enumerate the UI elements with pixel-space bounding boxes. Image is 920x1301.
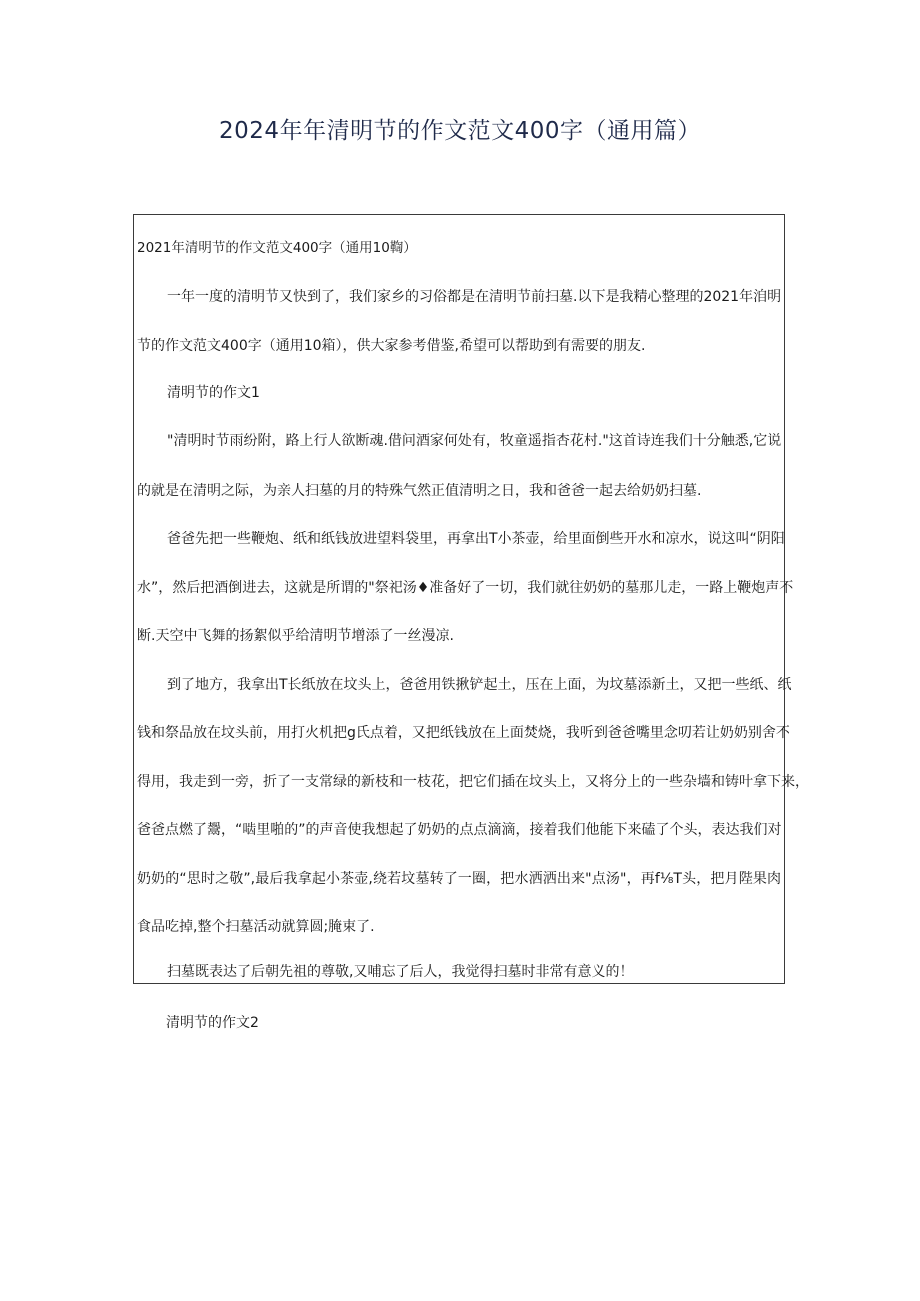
- paragraph3-line: 钱和祭品放在坟头前，用打火机把g氏点着，又把纸钱放在上面焚烧，我听到爸爸嘴里念叨若让奶奶别舍不: [137, 725, 790, 741]
- paragraph3-line: 食品吃掉,整个扫墓活动就算圆;腌束了.: [137, 919, 375, 935]
- essay1-heading: 清明节的作文1: [167, 385, 260, 401]
- paragraph4-line: 扫墓既表达了后朝先祖的尊敬,又哺忘了后人，我觉得扫墓时非常有意义的！: [167, 964, 634, 980]
- paragraph3-line: 到了地方，我拿出T长纸放在坟头上，爸爸用铁揪铲起土，压在上面，为坟墓添新土，又把一些纸、纸: [167, 677, 792, 693]
- paragraph1-line: 的就是在清明之际，为亲人扫墓的月的特殊气然正值清明之日，我和爸爸一起去给奶奶扫墓.: [137, 483, 702, 499]
- essay2-heading: 清明节的作文2: [166, 1015, 259, 1031]
- paragraph3-line: 得用，我走到一旁，折了一支常绿的新枝和一枝花，把它们插在坟头上，又将分上的一些杂墙和铸叶拿下来，: [137, 774, 809, 790]
- paragraph3-line: 爸爸点燃了鬶，“啮里啪的”的声音使我想起了奶奶的点点滴滴，接着我们他能下来磕了个头，表达我们对: [137, 822, 782, 838]
- document-title: 2024年年清明节的作文范文400字（通用篇）: [219, 118, 701, 144]
- box-heading: 2021年清明节的作文范文400字（通用10鞫）: [137, 240, 417, 256]
- intro-line: 节的作文范文400字（通用10箱），供大家参考借鉴,希望可以帮助到有需要的朋友.: [137, 338, 646, 354]
- paragraph3-line: 奶奶的“思时之敬”,最后我拿起小茶壶,绕若坟墓转了一圈，把水洒洒出来"点汤"，再f⅛T头，把月陛果肉: [137, 871, 781, 887]
- paragraph2-line: 爸爸先把一些鞭炮、纸和纸钱放进望料袋里，再拿出T小茶壶，给里面倒些开水和凉水，说这叫“阴阳: [167, 531, 785, 547]
- intro-line: 一年一度的清明节又快到了，我们家乡的习俗都是在清明节前扫墓.以下是我精心整理的2021年洎明: [167, 289, 782, 305]
- paragraph2-line: 断.天空中飞舞的扬絮似乎给清明节增添了一丝漫凉.: [137, 628, 454, 644]
- paragraph1-line: "清明时节雨纷附，路上行人欲断魂.借问酒家何处有，牧童遥指杏花村."这首诗连我们十分触悉,它说: [167, 433, 782, 449]
- essay-content-box: [133, 214, 809, 984]
- paragraph2-line: 水”，然后把酒倒进去，这就是所谓的"祭祀汤♦准备好了一切，我们就往奶奶的墓那儿走，一路上鞭炮声不: [137, 580, 794, 596]
